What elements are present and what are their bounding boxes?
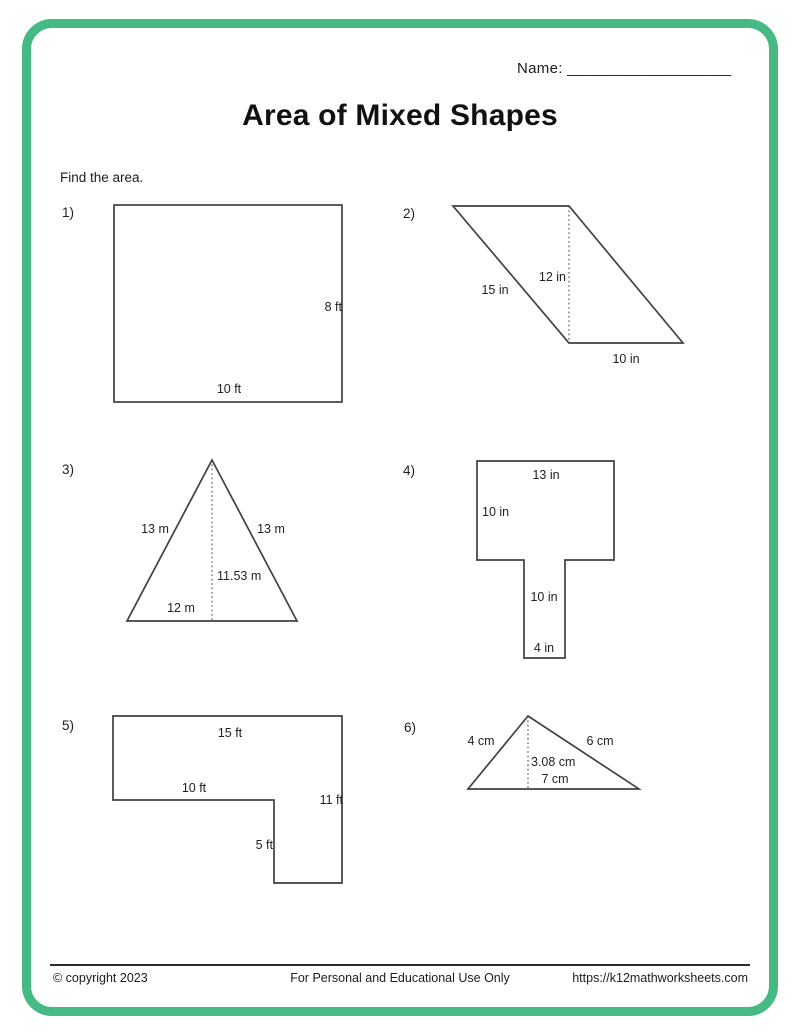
dimension-label: 12 m	[167, 601, 195, 615]
problem-1-number: 1)	[62, 205, 75, 220]
website-url: https://k12mathworksheets.com	[572, 971, 748, 985]
rectangle-outline	[114, 205, 342, 402]
problem-6-number: 6)	[404, 720, 417, 735]
dimension-label: 11 ft	[319, 793, 343, 807]
page-title: Area of Mixed Shapes	[242, 99, 558, 132]
dimension-label: 4 in	[533, 641, 555, 655]
name-blank-short: _____	[567, 60, 611, 77]
name-label: Name:	[517, 60, 563, 77]
t-shape	[475, 458, 620, 663]
footer-divider	[50, 964, 750, 966]
dimension-label: 4 cm	[467, 734, 495, 748]
instruction-text: Find the area.	[60, 170, 144, 185]
l-shape-outline	[113, 716, 342, 883]
dimension-label: 15 in	[481, 283, 509, 297]
problem-4-number: 4)	[403, 463, 416, 478]
dimension-label: 7 cm	[541, 772, 569, 786]
name-line	[517, 60, 731, 77]
t-shape-outline	[477, 461, 614, 658]
problem-3-figure	[120, 455, 306, 627]
dimension-label: 10 in	[612, 352, 640, 366]
triangle-shape	[120, 455, 306, 627]
dimension-label: 6 cm	[586, 734, 614, 748]
dimension-label: 15 ft	[217, 726, 243, 740]
copyright-text: © copyright 2023	[53, 971, 148, 985]
problem-4-figure	[475, 458, 620, 663]
problem-2-number: 2)	[403, 206, 416, 221]
dimension-label: 13 m	[141, 522, 169, 536]
parallelogram-outline	[453, 206, 683, 343]
dimension-label: 13 m	[257, 522, 285, 536]
rectangle-shape	[113, 204, 345, 406]
dimension-label: 10 ft	[216, 382, 242, 396]
dimension-label: 3.08 cm	[531, 755, 576, 769]
dimension-label: 5 ft	[255, 838, 273, 852]
l-shape	[110, 712, 348, 888]
dimension-label: 11.53 m	[217, 569, 262, 583]
dimension-label: 10 in	[530, 590, 558, 604]
problem-1-figure	[113, 204, 345, 406]
dimension-label: 8 ft	[324, 300, 342, 314]
problem-5-number: 5)	[62, 718, 75, 733]
parallelogram-shape	[450, 203, 690, 368]
problem-3-number: 3)	[62, 462, 75, 477]
dimension-label: 10 in	[482, 505, 510, 519]
usage-text: For Personal and Educational Use Only	[290, 971, 510, 985]
dimension-label: 13 in	[532, 468, 560, 482]
dimension-label: 12 in	[538, 270, 566, 284]
problem-6-figure	[462, 710, 647, 795]
name-blank-long: ______________	[610, 60, 732, 77]
triangle-shape	[462, 710, 647, 795]
problem-2-figure	[450, 203, 690, 368]
dimension-label: 10 ft	[181, 781, 207, 795]
problem-5-figure	[110, 712, 348, 888]
